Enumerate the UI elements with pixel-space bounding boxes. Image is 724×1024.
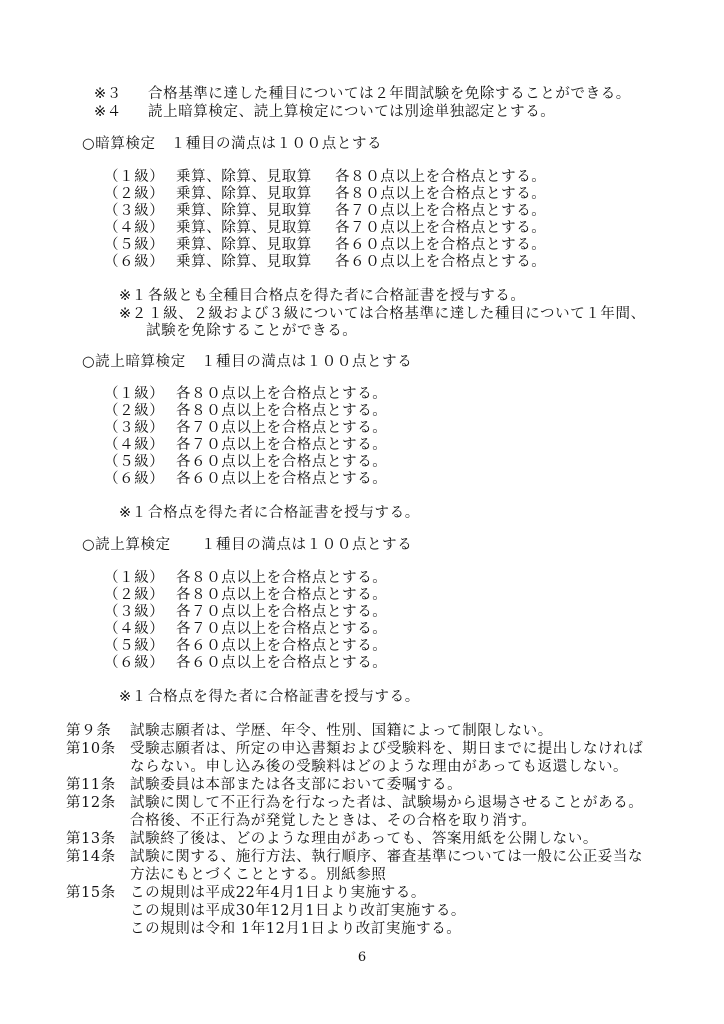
note-3	[94, 86, 631, 103]
article-text: 試験に関する、施行方法、執行順序、審査基準については一般に公正妥当な	[130, 849, 644, 865]
criteria-text: 各７０点以上を合格点とする。	[335, 203, 547, 219]
article-number: 第９条	[66, 723, 112, 739]
article-number: 第13条	[66, 831, 116, 847]
criteria-text: 各６０点以上を合格点とする。	[335, 254, 547, 270]
anzan-note-2	[119, 306, 646, 323]
criteria-text: 各８０点以上を合格点とする。	[335, 169, 547, 185]
items-text: 乗算、除算、見取算	[176, 169, 312, 185]
yomiage-anzan-heading: ○読上暗算検定 １種目の満点は１００点とする	[82, 354, 413, 370]
table-row	[104, 203, 547, 220]
grade-label: （６級）	[104, 254, 165, 270]
article-15	[66, 885, 467, 937]
article-text: 受験志願者は、所定の申込書類および受験料を、期日までに提出しなければ	[130, 741, 644, 757]
criteria-text: 各６０点以上を合格点とする。	[176, 471, 388, 487]
items-text: 乗算、除算、見取算	[176, 220, 312, 236]
criteria-text: 各７０点以上を合格点とする。	[176, 437, 388, 453]
grade-label: （５級）	[104, 454, 165, 470]
article-text: ならない。申し込み後の受験料はどのような理由があっても返還しない。	[130, 759, 629, 775]
table-row	[104, 420, 388, 437]
note-text: 各級とも全種目合格点を得た者に合格証書を授与する。	[148, 288, 526, 304]
criteria-text: 各８０点以上を合格点とする。	[176, 587, 388, 603]
criteria-text: 各８０点以上を合格点とする。	[335, 186, 547, 202]
table-row	[104, 570, 388, 587]
grade-label: （５級）	[104, 237, 165, 253]
note-mark: ※４	[94, 104, 122, 120]
items-text: 乗算、除算、見取算	[176, 254, 312, 270]
note-mark: ※１	[119, 505, 147, 521]
criteria-text: 各６０点以上を合格点とする。	[176, 454, 388, 470]
table-row	[104, 220, 547, 237]
criteria-text: 各８０点以上を合格点とする。	[176, 386, 388, 402]
note-mark: ※２	[119, 306, 147, 322]
table-row	[104, 403, 388, 420]
article-12	[66, 795, 644, 829]
criteria-text: 各８０点以上を合格点とする。	[176, 570, 388, 586]
table-row	[104, 655, 388, 672]
grade-label: （３級）	[104, 420, 165, 436]
grade-label: （１級）	[104, 386, 165, 402]
note-text: 読上暗算検定、読上算検定については別途単独認定とする。	[148, 104, 556, 120]
article-text: 試験志願者は、学歴、年令、性別、国籍によって制限しない。	[130, 723, 553, 739]
table-row	[104, 621, 388, 638]
grade-label: （１級）	[104, 169, 165, 185]
note-text: 合格基準に達した種目については２年間試験を免除することができる。	[148, 86, 631, 102]
grade-label: （５級）	[104, 638, 165, 654]
criteria-text: 各７０点以上を合格点とする。	[176, 420, 388, 436]
page-number: 6	[357, 950, 367, 965]
criteria-text: 各７０点以上を合格点とする。	[176, 604, 388, 620]
table-row	[104, 604, 388, 621]
grade-label: （６級）	[104, 655, 165, 671]
table-row	[104, 454, 388, 471]
criteria-text: 各６０点以上を合格点とする。	[176, 638, 388, 654]
grade-label: （１級）	[104, 570, 165, 586]
table-row	[104, 186, 547, 203]
article-text: 方法にもとづくこととする。別紙参照	[130, 867, 387, 883]
table-row	[104, 254, 547, 271]
yomiage-anzan-note-1	[119, 505, 420, 522]
article-text: 試験に関して不正行為を行なった者は、試験場から退場させることがある。	[130, 795, 644, 811]
anzan-note-2-cont: 試験を免除することができる。	[146, 323, 358, 339]
article-text: この規則は令和 1年12月1日より改訂実施する。	[130, 921, 462, 937]
note-mark: ※１	[119, 288, 147, 304]
note-mark: ※１	[119, 689, 147, 705]
article-14	[66, 849, 644, 883]
note-text: 合格点を得た者に合格証書を授与する。	[148, 689, 420, 705]
anzan-note-1	[119, 288, 526, 305]
grade-label: （２級）	[104, 587, 165, 603]
table-row	[104, 471, 388, 488]
criteria-text: 各６０点以上を合格点とする。	[335, 237, 547, 253]
article-9	[66, 723, 553, 740]
note-text: １級、２級および３級については合格基準に達した種目について１年間、	[148, 306, 646, 322]
article-text: 合格後、不正行為が発覚したときは、その合格を取り消す。	[130, 813, 537, 829]
table-row	[104, 587, 388, 604]
criteria-text: 各７０点以上を合格点とする。	[335, 220, 547, 236]
note-4	[94, 104, 556, 121]
grade-label: （６級）	[104, 471, 165, 487]
note-mark: ※３	[94, 86, 122, 102]
criteria-text: 各７０点以上を合格点とする。	[176, 621, 388, 637]
table-row	[104, 437, 388, 454]
article-number: 第12条	[66, 795, 116, 811]
grade-label: （３級）	[104, 203, 165, 219]
grade-label: （４級）	[104, 437, 165, 453]
items-text: 乗算、除算、見取算	[176, 237, 312, 253]
grade-label: （４級）	[104, 621, 165, 637]
grade-label: （３級）	[104, 604, 165, 620]
article-11	[66, 777, 463, 794]
table-row	[104, 169, 547, 186]
anzan-heading: ○暗算検定 １種目の満点は１００点とする	[82, 136, 383, 152]
grade-label: （２級）	[104, 186, 165, 202]
table-row	[104, 638, 388, 655]
grade-label: （４級）	[104, 220, 165, 236]
article-number: 第11条	[66, 777, 116, 793]
article-13	[66, 831, 598, 848]
article-number: 第10条	[66, 741, 116, 757]
criteria-text: 各６０点以上を合格点とする。	[176, 655, 388, 671]
criteria-text: 各８０点以上を合格点とする。	[176, 403, 388, 419]
note-text: 合格点を得た者に合格証書を授与する。	[148, 505, 420, 521]
items-text: 乗算、除算、見取算	[176, 203, 312, 219]
article-10	[66, 741, 644, 775]
yomiage-zan-note-1	[119, 689, 420, 706]
article-number: 第14条	[66, 849, 116, 865]
article-text: 試験終了後は、どのような理由があっても、答案用紙を公開しない。	[130, 831, 598, 847]
article-text: この規則は平成30年12月1日より改訂実施する。	[130, 903, 467, 919]
yomiage-zan-heading: ○読上算検定 １種目の満点は１００点とする	[82, 537, 413, 553]
grade-label: （２級）	[104, 403, 165, 419]
article-text: 試験委員は本部または各支部において委嘱する。	[130, 777, 463, 793]
article-number: 第15条	[66, 885, 116, 901]
items-text: 乗算、除算、見取算	[176, 186, 312, 202]
table-row	[104, 237, 547, 254]
article-text: この規則は平成22年4月1日より実施する。	[130, 885, 426, 901]
table-row	[104, 386, 388, 403]
